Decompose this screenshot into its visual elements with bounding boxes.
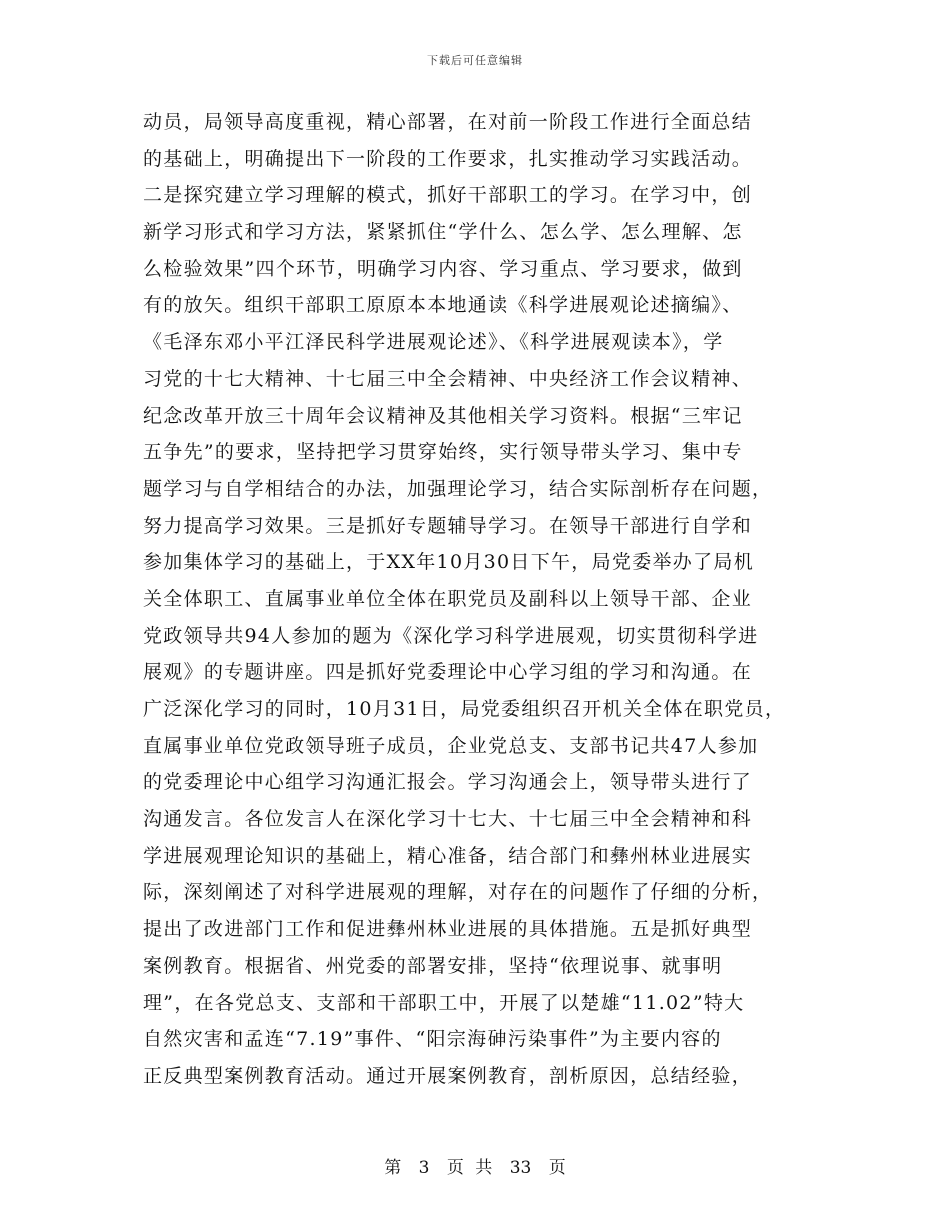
text-line: 新学习形式和学习方法，紧紧抓住“学什么、怎么学、怎么理解、怎 xyxy=(143,221,743,244)
text-line: 么检验效果”四个环节，明确学习内容、学习重点、学习要求，做到 xyxy=(143,257,743,280)
text-line: 关全体职工、直属事业单位全体在职党员及副科以上领导干部、企业 xyxy=(143,587,753,610)
text-line: 动员，局领导高度重视，精心部署，在对前一阶段工作进行全面总结 xyxy=(143,111,753,133)
text-line: 沟通发言。各位发言人在深化学习十七大、十七届三中全会精神和科 xyxy=(143,808,753,831)
text-line: 的党委理论中心组学习沟通汇报会。学习沟通会上，领导带头进行了 xyxy=(143,771,753,794)
text-line: 展观》的专题讲座。四是抓好党委理论中心学习组的学习和沟通。在 xyxy=(143,661,753,684)
text-line: 正反典型案例教育活动。通过开展案例教育，剖析原因，总结经验， xyxy=(143,1064,753,1087)
page-number-footer xyxy=(0,1153,950,1178)
text-line: 有的放矢。组织干部职工原原本本地通读《科学进展观论述摘编》、 xyxy=(143,294,743,317)
document-body xyxy=(143,104,823,1095)
footer-suffix: 页 xyxy=(548,1158,566,1178)
text-line: 际，深刻阐述了对科学进展观的理解，对存在的问题作了仔细的分析， xyxy=(143,881,773,904)
text-line: 理”，在各党总支、支部和干部职工中，开展了以楚雄“11.02”特大 xyxy=(143,991,745,1014)
text-line: 《毛泽东邓小平江泽民科学进展观论述》、《科学进展观读本》，学 xyxy=(143,331,724,354)
text-line: 的基础上，明确提出下一阶段的工作要求，扎实推动学习实践活动。 xyxy=(143,147,753,170)
text-line: 提出了改进部门工作和促进彝州林业进展的具体措施。五是抓好典型 xyxy=(143,918,753,941)
text-line: 自然灾害和孟连“7.19”事件、“阳宗海砷污染事件”为主要内容的 xyxy=(143,1028,722,1051)
text-line: 党政领导共94人参加的题为《深化学习科学进展观，切实贯彻科学进 xyxy=(143,624,759,647)
text-line: 二是探究建立学习理解的模式，抓好干部职工的学习。在学习中，创 xyxy=(143,184,753,207)
text-line: 参加集体学习的基础上，于XX年10月30日下午，局党委举办了局机 xyxy=(143,551,755,574)
text-line: 努力提高学习效果。三是抓好专题辅导学习。在领导干部进行自学和 xyxy=(143,514,753,537)
text-line: 直属事业单位党政领导班子成员，企业党总支、支部书记共47人参加 xyxy=(143,734,759,757)
current-page-number: 3 xyxy=(418,1158,430,1178)
footer-prefix: 第 xyxy=(384,1158,402,1178)
text-line: 案例教育。根据省、州党委的部署安排，坚持“依理说事、就事明 xyxy=(143,954,723,977)
text-line: 纪念改革开放三十周年会议精神及其他相关学习资料。根据“三牢记 xyxy=(143,404,743,427)
text-line: 学进展观理论知识的基础上，精心准备，结合部门和彝州林业进展实 xyxy=(143,844,753,867)
text-line: 习党的十七大精神、十七届三中全会精神、中央经济工作会议精神、 xyxy=(143,367,753,390)
total-page-number: 33 xyxy=(509,1158,532,1178)
text-line: 广泛深化学习的同时，10月31日，局党委组织召开机关全体在职党员， xyxy=(143,698,786,720)
text-line: 题学习与自学相结合的办法，加强理论学习，结合实际剖析存在问题， xyxy=(143,477,773,500)
footer-middle: 页 共 xyxy=(446,1158,493,1178)
page-header: 下载后可任意编辑 xyxy=(427,54,523,67)
text-line: 五争先”的要求，坚持把学习贯穿始终，实行领导带头学习、集中专 xyxy=(143,441,743,464)
